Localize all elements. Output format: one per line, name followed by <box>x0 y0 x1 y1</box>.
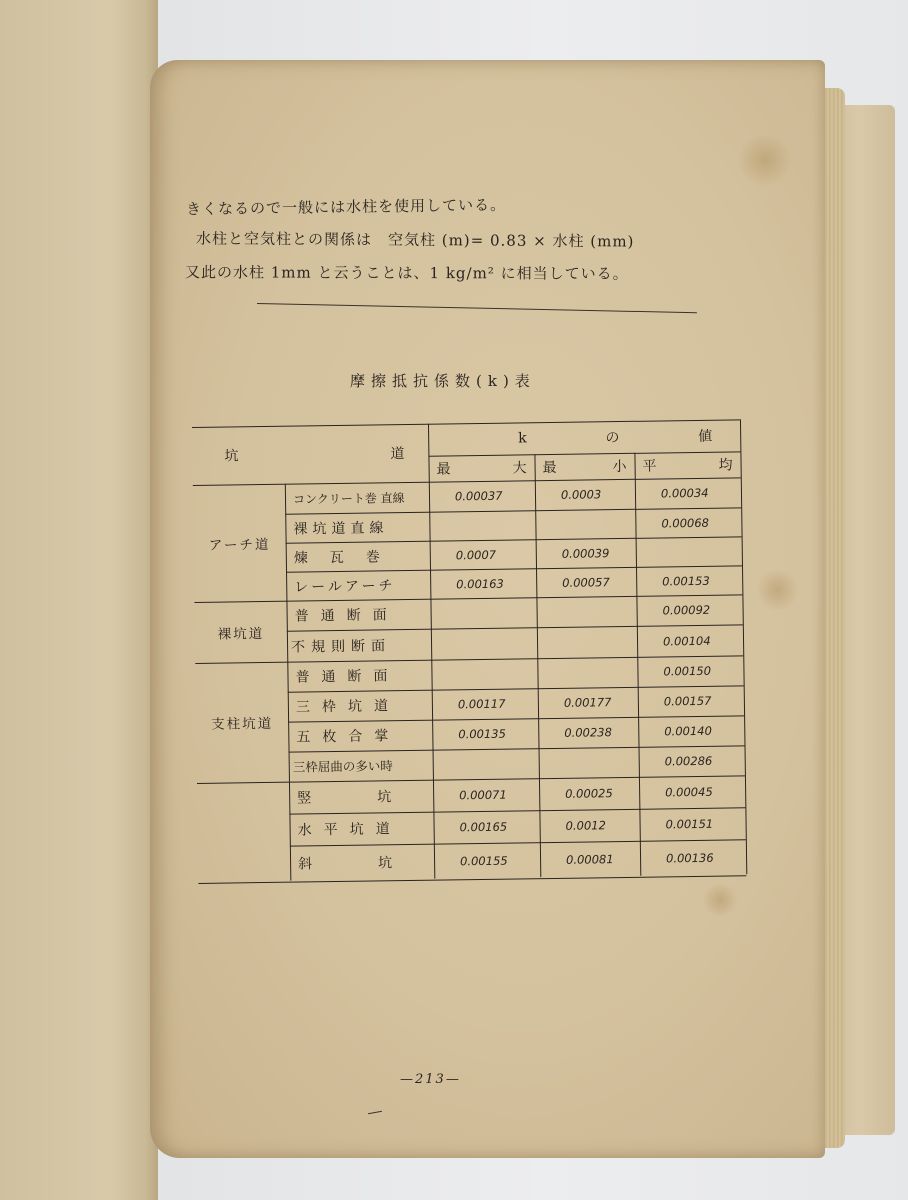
page-number: —213— <box>400 1072 461 1087</box>
group-label <box>197 782 290 882</box>
friction-coefficient-table <box>192 419 746 882</box>
value-min: 0.00039 <box>561 545 610 561</box>
value-min <box>536 596 636 627</box>
header-avg-part: 平 <box>642 458 657 475</box>
header-tunnel-part: 坑 <box>224 448 239 465</box>
value-avg: 0.00045 <box>665 784 713 800</box>
value-min: 0.0012 <box>565 818 606 833</box>
left-page-edge <box>0 0 158 1200</box>
row-name: 煉瓦巻 <box>293 548 402 567</box>
header-max-part: 最 <box>436 461 451 478</box>
row-name: 五枚合掌 <box>296 728 401 746</box>
header-max-part: 大 <box>512 460 527 477</box>
group-label: 裸坑道 <box>217 625 265 643</box>
value-avg: 0.00150 <box>663 663 712 679</box>
row-name: 普通断面 <box>295 668 400 686</box>
value-max: 0.00117 <box>457 696 506 712</box>
value-avg: 0.00286 <box>664 753 713 769</box>
header-k-part: 値 <box>698 428 713 445</box>
value-avg: 0.00157 <box>663 693 712 709</box>
value-min: 0.00057 <box>562 574 610 590</box>
value-min: 0.0003 <box>560 487 602 502</box>
row-name: 三枠屈曲の多い時 <box>292 758 393 775</box>
body-line-1: きくなるので一般には水柱を使用している。 <box>185 195 507 219</box>
header-min-part: 最 <box>542 459 557 477</box>
value-avg: 0.00092 <box>662 602 711 618</box>
value-avg: 0.00136 <box>665 850 714 865</box>
header-tunnel-part: 道 <box>390 446 405 463</box>
value-min: 0.00238 <box>564 725 612 740</box>
group-label: 支柱坑道 <box>211 715 274 733</box>
value-min <box>539 747 639 778</box>
value-avg <box>636 536 742 566</box>
header-k-part: k <box>518 430 527 447</box>
row-name: 普通断面 <box>294 607 399 625</box>
value-max <box>431 658 537 689</box>
row-name: レールアーチ <box>294 577 396 596</box>
value-max: 0.00071 <box>459 787 507 803</box>
group-label: アーチ道 <box>208 536 271 554</box>
value-max <box>433 748 539 779</box>
row-name: 裸坑道直線 <box>293 519 389 538</box>
value-min <box>535 509 635 539</box>
row-name: 斜坑 <box>298 853 459 873</box>
header-avg-part: 均 <box>718 457 733 474</box>
row-name: 竪坑 <box>297 788 458 807</box>
value-min <box>537 657 637 688</box>
body-line-3: 又此の水柱 1mm と云うことは、1 kg/m² に相当している。 <box>184 263 629 283</box>
value-avg: 0.00153 <box>662 573 710 588</box>
value-min: 0.00025 <box>565 786 613 801</box>
value-max: 0.00155 <box>459 853 508 868</box>
header-min <box>534 453 634 480</box>
value-min: 0.00177 <box>563 695 612 710</box>
value-max <box>430 597 536 628</box>
paper-stain <box>735 135 795 185</box>
row-name: 水平坑道 <box>297 821 402 839</box>
row-name: コンクリート巻 直線 <box>292 490 405 507</box>
paper-stain <box>700 885 740 915</box>
value-max <box>431 627 537 659</box>
value-avg: 0.00151 <box>665 816 714 832</box>
value-avg: 0.00034 <box>660 485 709 501</box>
body-line-2: 水柱と空気柱との関係は 空気柱 (m)= 0.83 × 水柱 (mm) <box>195 229 635 251</box>
header-min-part: 小 <box>612 458 627 476</box>
value-max: 0.00163 <box>456 576 504 591</box>
value-min <box>537 626 637 658</box>
value-max: 0.00135 <box>458 726 506 742</box>
value-min: 0.00081 <box>565 851 614 867</box>
value-avg: 0.00068 <box>661 515 710 530</box>
row-name: 三枠坑道 <box>295 698 401 716</box>
header-avg <box>634 451 740 478</box>
row-name: 不規則断面 <box>290 637 392 656</box>
value-avg: 0.00104 <box>662 633 711 648</box>
value-max: 0.0007 <box>455 547 497 562</box>
header-tunnel <box>214 424 415 485</box>
header-k-value <box>428 419 740 455</box>
table-title: 摩擦抵抗係数(k)表 <box>350 372 536 390</box>
value-max: 0.00037 <box>454 488 503 504</box>
value-avg: 0.00140 <box>664 723 712 739</box>
header-max <box>428 454 534 481</box>
paper-stain <box>755 570 800 610</box>
value-max <box>429 510 535 540</box>
value-max: 0.00165 <box>459 819 508 835</box>
header-k-part: の <box>605 430 620 447</box>
